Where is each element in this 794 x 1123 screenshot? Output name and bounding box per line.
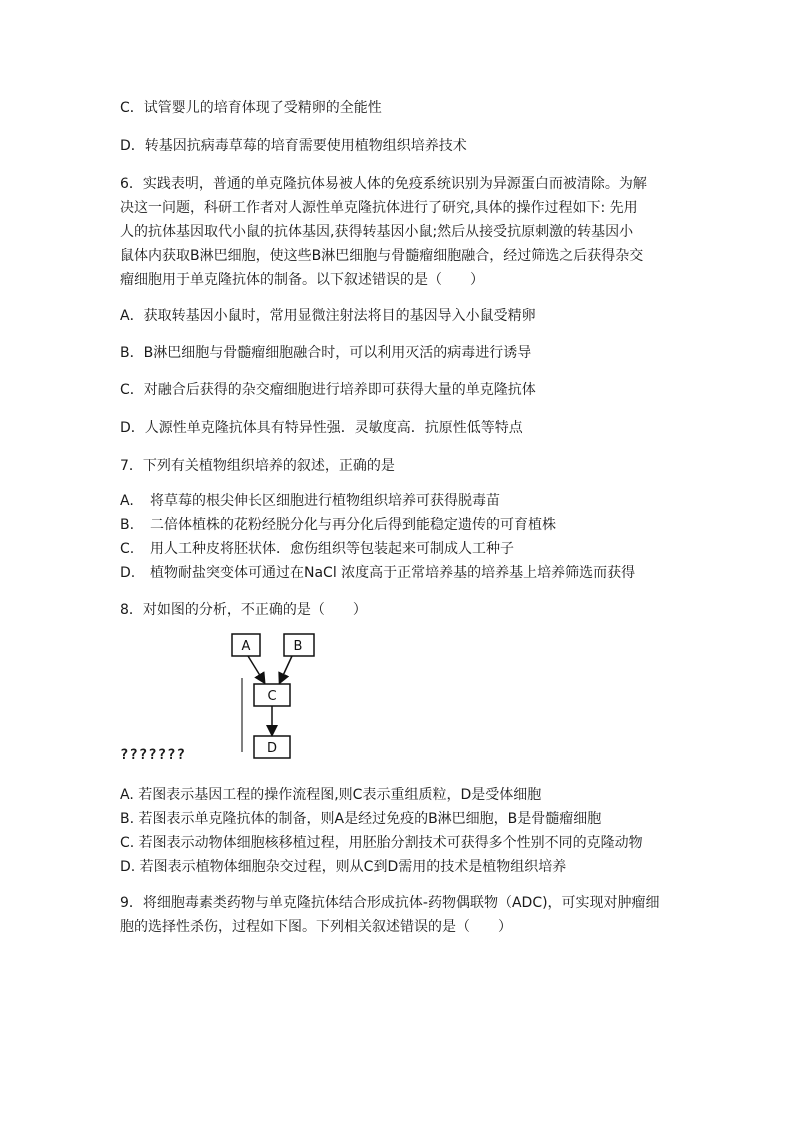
q8-option-b: B. 若图表示单克隆抗体的制备，则A是经过免疫的B淋巴细胞，B是骨髓瘤细胞 (120, 811, 602, 827)
q7-option-b-label: B. (120, 517, 135, 533)
q7-option-d-label: D. (120, 565, 136, 581)
q6-option-c: C．对融合后获得的杂交瘤细胞进行培养即可获得大量的单克隆抗体 (120, 382, 536, 398)
q8-option-d: D. 若图表示植物体细胞杂交过程，则从C到D需用的技术是植物组织培养 (120, 859, 567, 875)
q6-stem-line-3: 人的抗体基因取代小鼠的抗体基因,获得转基因小鼠;然后从接受抗原刺激的转基因小 (120, 224, 634, 240)
box-b-label: B (293, 639, 303, 654)
q7-option-b-text: 二倍体植株的花粉经脱分化与再分化后得到能稳定遗传的可育植株 (150, 517, 556, 533)
q7-option-a (120, 491, 500, 511)
q6-option-a: A．获取转基因小鼠时，常用显微注射法将目的基因导入小鼠受精卵 (120, 308, 536, 324)
q6-option-b: B．B淋巴细胞与骨髓瘤细胞融合时，可以利用灭活的病毒进行诱导 (120, 345, 532, 361)
q7-stem: 7．下列有关植物组织培养的叙述，正确的是 (120, 458, 395, 474)
flow-diagram (226, 628, 326, 762)
q5-option-c: C．试管婴儿的培育体现了受精卵的全能性 (120, 100, 382, 116)
q6-stem-line-4: 鼠体内获取B淋巴细胞，使这些B淋巴细胞与骨髓瘤细胞融合，经过筛选之后获得杂交 (120, 248, 644, 264)
box-c-label: C (267, 689, 277, 704)
arrow-b-to-c (280, 656, 292, 682)
q9-stem-line-1: 9．将细胞毒素类药物与单克隆抗体结合形成抗体-药物偶联物（ADC)，可实现对肿瘤细 (120, 895, 660, 911)
q6-stem-line-2: 决这一问题，科研工作者对人源性单克隆抗体进行了研究,具体的操作过程如下: 先用 (120, 200, 638, 216)
q8-option-a: A. 若图表示基因工程的操作流程图,则C表示重组质粒，D是受体细胞 (120, 787, 542, 803)
box-a-label: A (241, 639, 251, 654)
q7-option-d (120, 563, 635, 583)
q7-option-a-label: A. (120, 493, 134, 509)
q6-stem-line-1: 6．实践表明，普通的单克隆抗体易被人体的免疫系统识别为异源蛋白而被清除。为解 (120, 176, 647, 192)
q8-stem: 8．对如图的分析，不正确的是（ ） (120, 602, 367, 618)
q6-stem-line-5: 瘤细胞用于单克隆抗体的制备。以下叙述错误的是（ ） (120, 272, 484, 288)
q5-option-d: D．转基因抗病毒草莓的培育需要使用植物组织培养技术 (120, 138, 467, 154)
q7-option-c (120, 539, 514, 559)
q6-option-d: D．人源性单克隆抗体具有特异性强．灵敏度高．抗原性低等特点 (120, 420, 523, 436)
q7-option-a-text: 将草莓的根尖伸长区细胞进行植物组织培养可获得脱毒苗 (150, 493, 500, 509)
q9-stem-line-2: 胞的选择性杀伤，过程如下图。下列相关叙述错误的是（ ） (120, 919, 512, 935)
q7-option-c-text: 用人工种皮将胚状体．愈伤组织等包装起来可制成人工种子 (150, 541, 514, 557)
q8-option-c: C. 若图表示动物体细胞核移植过程，用胚胎分割技术可获得多个性别不同的克隆动物 (120, 835, 643, 851)
arrow-a-to-c (248, 656, 264, 682)
q7-option-b (120, 515, 556, 535)
placeholder-question-marks: ??????? (120, 747, 187, 763)
q7-option-d-text: 植物耐盐突变体可通过在NaCl 浓度高于正常培养基的培养基上培养筛选而获得 (150, 565, 636, 581)
q7-option-c-label: C. (120, 541, 135, 557)
box-d-label: D (266, 741, 278, 756)
